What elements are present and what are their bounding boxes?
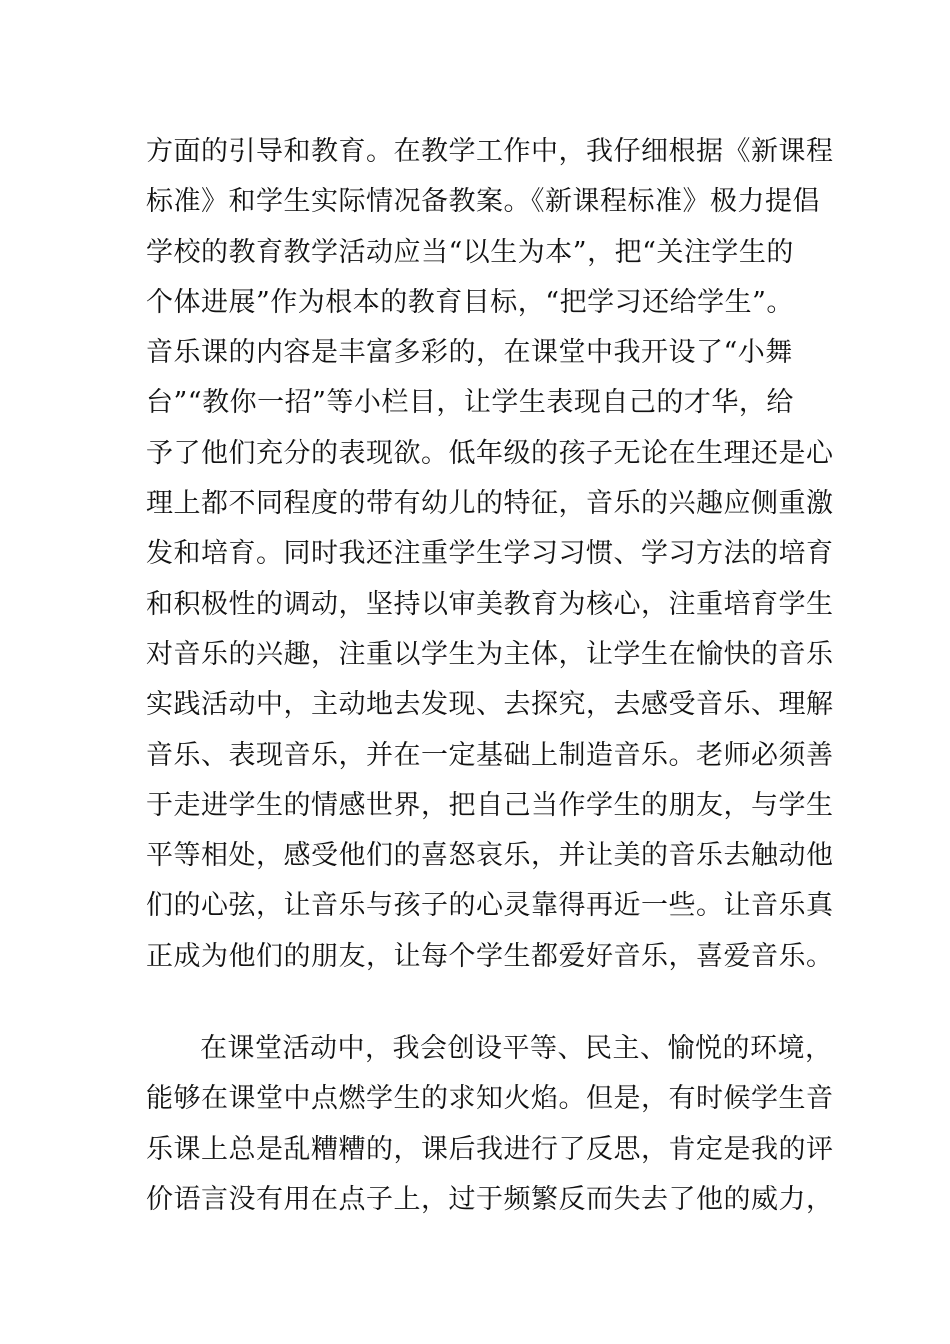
paragraph-line: 价语言没有用在点子上，过于频繁反而失去了他的威力， <box>146 1183 834 1215</box>
paragraph-line: 个体进展”作为根本的教育目标，“把学习还给学生”。 <box>146 286 794 318</box>
paragraph-line: 乐课上总是乱糟糟的，课后我进行了反思，肯定是我的评 <box>146 1133 834 1165</box>
paragraph-line: 音乐、表现音乐，并在一定基础上制造音乐。老师必须善 <box>146 739 834 771</box>
paragraph-line: 于走进学生的情感世界，把自己当作学生的朋友，与学生 <box>146 789 834 821</box>
paragraph-line: 和积极性的调动，坚持以审美教育为核心，注重培育学生 <box>146 588 834 620</box>
paragraph-first-line: 在课堂活动中，我会创设平等、民主、愉悦的环境， <box>200 1033 833 1064</box>
paragraph-line: 平等相处，感受他们的喜怒哀乐，并让美的音乐去触动他 <box>146 840 834 872</box>
paragraph-line: 正成为他们的朋友，让每个学生都爱好音乐，喜爱音乐。 <box>146 940 834 972</box>
paragraph-1 <box>146 127 834 982</box>
paragraph-line: 对音乐的兴趣，注重以学生为主体，让学生在愉快的音乐 <box>146 638 834 670</box>
paragraph-line: 实践活动中，主动地去发现、去探究，去感受音乐、理解 <box>146 689 834 721</box>
paragraph-line: 标准》和学生实际情况备教案。《新课程标准》极力提倡 <box>146 186 820 218</box>
paragraph-line: 能够在课堂中点燃学生的求知火焰。但是，有时候学生音 <box>146 1083 834 1115</box>
paragraph-line: 予了他们充分的表现欲。低年级的孩子无论在生理还是心 <box>146 437 834 469</box>
paragraph-2 <box>146 1024 834 1225</box>
paragraph-line: 方面的引导和教育。在教学工作中，我仔细根据《新课程 <box>146 136 834 167</box>
paragraph-line: 台”“教你一招”等小栏目，让学生表现自己的才华，给 <box>146 387 794 419</box>
paragraph-line: 发和培育。同时我还注重学生学习习惯、学习方法的培育 <box>146 538 834 570</box>
paragraph-line: 们的心弦，让音乐与孩子的心灵靠得再近一些。让音乐真 <box>146 890 834 922</box>
paragraph-line: 理上都不同程度的带有幼儿的特征，音乐的兴趣应侧重激 <box>146 488 834 520</box>
paragraph-line: 学校的教育教学活动应当“以生为本”，把“关注学生的 <box>146 236 794 268</box>
paragraph-line: 音乐课的内容是丰富多彩的，在课堂中我开设了“小舞 <box>146 337 793 369</box>
